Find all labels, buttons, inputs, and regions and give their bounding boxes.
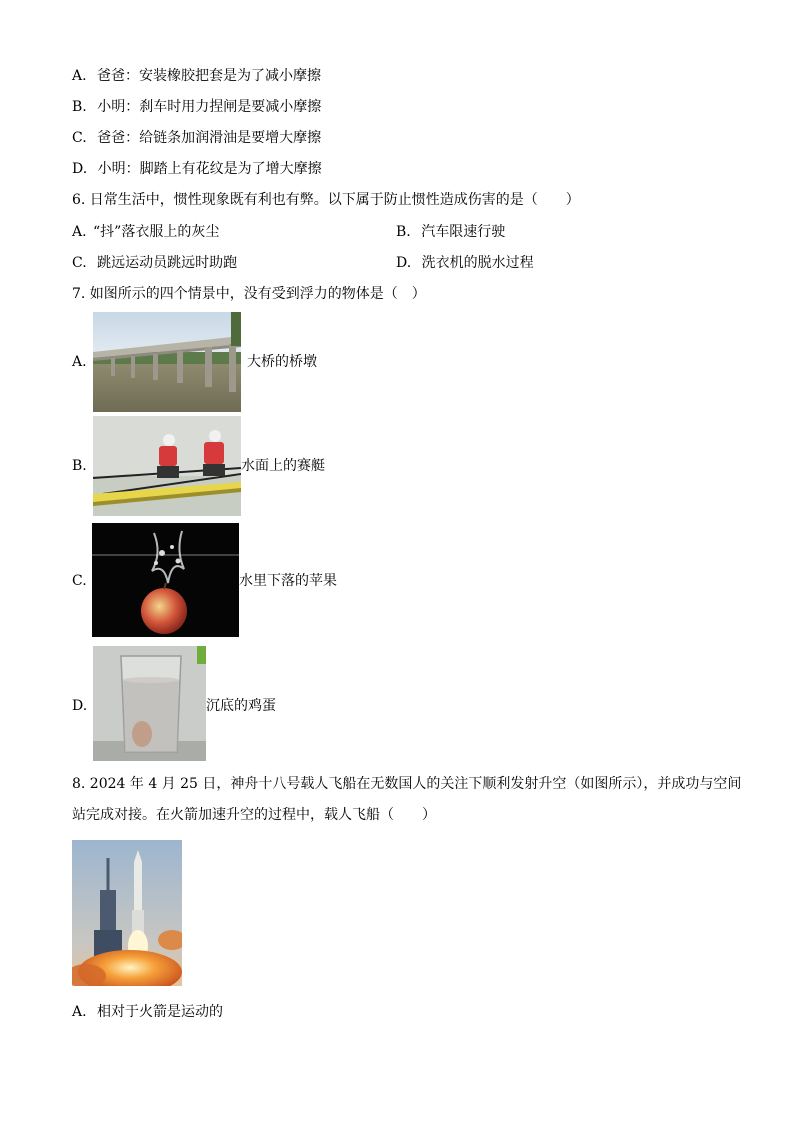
option-key: A.	[72, 224, 87, 240]
option-text: 相对于火箭是运动的	[97, 1004, 224, 1020]
q7-option-b-text: 水面上的赛艇	[241, 458, 325, 474]
q7-option-c-key: C.	[72, 573, 87, 589]
q5-option-b	[72, 97, 321, 117]
option-key: B.	[396, 224, 411, 240]
rowing-boat-photo	[93, 416, 241, 516]
q6-option-b	[396, 222, 505, 242]
q7-option-a-key: A.	[72, 354, 87, 370]
option-text: 跳远运动员跳远时助跑	[97, 255, 238, 271]
option-text: 爸爸：给链条加润滑油是要增大摩擦	[97, 130, 322, 146]
option-text: 小明：刹车时用力捏闸是要减小摩擦	[97, 99, 322, 115]
q8-stem-line1: 8. 2024 年 4 月 25 日，神舟十八号载人飞船在无数国人的关注下顺利发射升空（如图所示），并成功与空间	[72, 776, 742, 792]
apple-in-water-photo	[92, 523, 239, 637]
q6-option-d	[396, 253, 534, 273]
option-text: 爸爸：安装橡胶把套是为了减小摩擦	[97, 68, 322, 84]
option-text: 汽车限速行驶	[421, 224, 506, 240]
option-text: “抖”落衣服上的灰尘	[93, 224, 220, 240]
option-key: D.	[396, 255, 412, 271]
option-key: D.	[72, 161, 88, 177]
q7-option-a-text: 大桥的桥墩	[247, 354, 317, 370]
option-key: C.	[72, 255, 87, 271]
q7-stem: 7. 如图所示的四个情景中，没有受到浮力的物体是（ ）	[72, 286, 426, 302]
q7-option-d-key: D.	[72, 698, 88, 714]
q5-option-a	[72, 66, 321, 86]
q8-stem-line2: 站完成对接。在火箭加速升空的过程中，载人飞船（ ）	[72, 807, 436, 823]
rocket-launch-photo	[72, 840, 182, 986]
q6-option-c	[72, 253, 237, 273]
egg-in-glass-photo	[93, 646, 206, 761]
option-text: 小明：脚踏上有花纹是为了增大摩擦	[97, 161, 322, 177]
option-key: A.	[72, 1004, 87, 1020]
option-text: 洗衣机的脱水过程	[421, 255, 534, 271]
option-key: A.	[72, 68, 87, 84]
q6-stem: 6. 日常生活中，惯性现象既有利也有弊。以下属于防止惯性造成伤害的是（ ）	[72, 192, 580, 208]
q7-option-d-text: 沉底的鸡蛋	[206, 698, 276, 714]
option-key: B.	[72, 99, 87, 115]
q7-option-b-key: B.	[72, 458, 87, 474]
q6-option-a	[72, 222, 219, 242]
q5-option-c	[72, 128, 321, 148]
q7-option-c-text: 水里下落的苹果	[239, 573, 337, 589]
bridge-pier-photo	[93, 312, 241, 412]
q8-option-a	[72, 1002, 223, 1022]
option-key: C.	[72, 130, 87, 146]
q5-option-d	[72, 159, 322, 179]
